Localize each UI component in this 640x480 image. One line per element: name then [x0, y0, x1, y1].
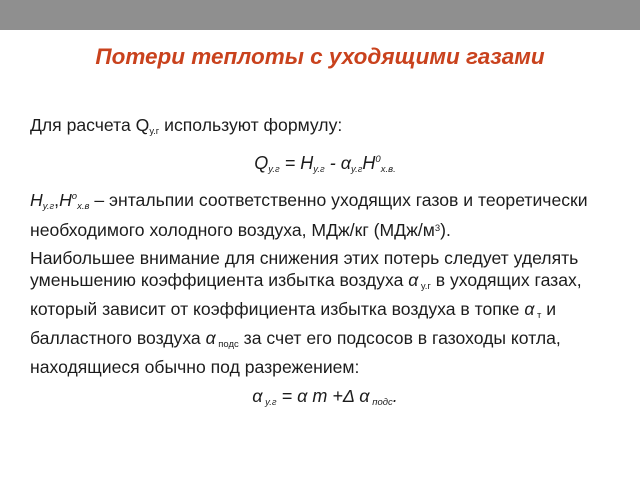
intro-subscript: у.г — [149, 126, 160, 137]
para-alpha-1: α — [408, 270, 419, 290]
formula2-end: . — [392, 386, 398, 406]
para-alpha-1-subscript: у.г — [418, 281, 431, 292]
formula-excess-air — [30, 385, 620, 414]
formula-q-subscript: у.г — [268, 164, 280, 175]
para-alpha-2: α — [524, 299, 535, 319]
formula-h1-subscript: у.г — [313, 164, 325, 175]
slide-title: Потери теплоты с уходящими газами — [95, 44, 545, 69]
para-text-1: Наибольшее внимание для снижения этих потерь следует уделять уменьшению коэффициента избытка воздуха — [30, 248, 579, 290]
para-alpha-3-subscript: подс — [215, 339, 239, 350]
def-h2-superscript: o — [71, 191, 78, 202]
para-alpha-2-subscript: т — [534, 310, 542, 321]
formula2-alpha-subscript: у.г — [262, 397, 277, 408]
formula2-rhs: = α т +Δ α — [276, 386, 370, 406]
formula-h2: H — [362, 153, 376, 173]
formula-heat-loss — [30, 149, 620, 181]
formula-alpha: - α — [324, 153, 351, 173]
para-text-2: в уходящих газах, который зависит от коэффициента избытка воздуха в топке — [30, 270, 582, 319]
formula-h2-subscript: х.в. — [380, 164, 396, 175]
def-h2-subscript: х.в — [77, 201, 90, 212]
intro-line — [30, 114, 620, 143]
slide-body — [30, 114, 620, 414]
formula-h2-superscript: 0 — [375, 154, 381, 165]
formula-alpha-subscript: у.г — [350, 164, 363, 175]
para-text-4: за счет его подсосов в газоходы котла, находящиеся обычно под разрежением: — [30, 328, 561, 377]
para-text-3: и балластного воздуха — [30, 299, 557, 348]
def-h2: H — [59, 190, 72, 210]
def-end: ). — [440, 220, 451, 240]
formula2-alpha: α — [252, 386, 263, 406]
main-paragraph — [30, 247, 620, 378]
formula-q: Q — [254, 153, 269, 173]
def-text: – энтальпии соответственно уходящих газов и теоретически необходимого холодного воздуха, МДж/кг (МДж/м — [30, 190, 588, 240]
intro-text-end: используют формулу: — [159, 115, 343, 135]
definition-paragraph — [30, 186, 620, 241]
def-h1-subscript: у.г — [42, 201, 55, 212]
top-band — [0, 0, 640, 30]
def-unit-superscript: 3 — [434, 223, 441, 234]
intro-text: Для расчета Q — [30, 115, 150, 135]
def-separator: , — [54, 190, 60, 210]
formula-h1: = H — [279, 153, 314, 173]
def-h1: H — [30, 190, 43, 210]
formula2-delta-subscript: подс — [369, 397, 393, 408]
para-alpha-3: α — [205, 328, 216, 348]
